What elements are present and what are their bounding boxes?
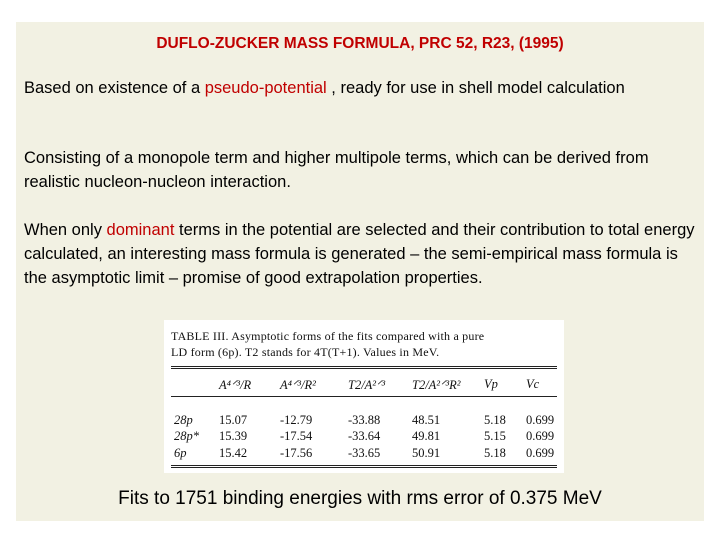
table-cell: 5.18 bbox=[484, 413, 506, 427]
table-cell: 5.18 bbox=[484, 446, 506, 460]
row-label: 28p* bbox=[174, 429, 199, 443]
table-rule bbox=[171, 366, 557, 367]
column-header: T2/A²ᐟ³R² bbox=[412, 378, 461, 392]
column-header: Vc bbox=[526, 377, 540, 391]
table-cell: 5.15 bbox=[484, 429, 506, 443]
table-cell: -33.65 bbox=[348, 446, 381, 460]
table-cell: 0.699 bbox=[526, 413, 555, 427]
table-cell: 48.51 bbox=[412, 413, 441, 427]
table-caption-line1: TABLE III. Asymptotic forms of the fits compared with a pure bbox=[171, 329, 485, 343]
paragraph-text: When only bbox=[24, 221, 107, 239]
slide bbox=[16, 22, 704, 521]
table-cell: 0.699 bbox=[526, 446, 555, 460]
table-cell: 49.81 bbox=[412, 429, 441, 443]
row-label: 6p bbox=[174, 446, 187, 460]
slide-title: DUFLO-ZUCKER MASS FORMULA, PRC 52, R23, (1995) bbox=[156, 35, 564, 52]
paragraph-pseudo-potential bbox=[24, 76, 696, 100]
paragraph-monopole: Consisting of a monopole term and higher multipole terms, which can be derived from realistic nucleon-nucleon interaction. bbox=[24, 149, 649, 191]
table-cell: 15.07 bbox=[219, 413, 248, 427]
column-header: T2/A²ᐟ³ bbox=[348, 378, 386, 392]
column-header: Vp bbox=[484, 377, 498, 391]
table-rule bbox=[171, 396, 557, 397]
table-rule bbox=[171, 467, 557, 468]
table-cell: -33.64 bbox=[348, 429, 381, 443]
table-cell: -17.56 bbox=[280, 446, 313, 460]
table-cell: 15.42 bbox=[219, 446, 248, 460]
highlight-text: pseudo-potential bbox=[204, 79, 327, 97]
column-header: A⁴ᐟ³/R bbox=[219, 378, 252, 392]
table-rule bbox=[171, 368, 557, 369]
table-cell: 50.91 bbox=[412, 446, 441, 460]
table-cell: -33.88 bbox=[348, 413, 381, 427]
footer-text: Fits to 1751 binding energies with rms error of 0.375 MeV bbox=[118, 488, 602, 509]
row-label: 28p bbox=[174, 413, 193, 427]
table-cell: 0.699 bbox=[526, 429, 555, 443]
table-cell: 15.39 bbox=[219, 429, 248, 443]
table-cell: -12.79 bbox=[280, 413, 313, 427]
paragraph-text: Based on existence of a bbox=[24, 79, 205, 97]
table-figure bbox=[164, 320, 564, 473]
paragraph-text: , ready for use in shell model calculation bbox=[326, 79, 625, 97]
table-caption-line2: LD form (6p). T2 stands for 4T(T+1). Values in MeV. bbox=[171, 345, 440, 359]
highlight-text: dominant bbox=[106, 221, 175, 239]
paragraph-text: terms in the potential are selected and their contribution to total energy calculated, an interesting mass formula is generated – the semi-empirical mass formula is the asymptotic limit – promise of good extrapolation properties. bbox=[24, 221, 695, 287]
paragraph-dominant-terms bbox=[24, 218, 696, 290]
table-rule bbox=[171, 465, 557, 466]
table-cell: -17.54 bbox=[280, 429, 313, 443]
column-header: A⁴ᐟ³/R² bbox=[280, 378, 316, 392]
